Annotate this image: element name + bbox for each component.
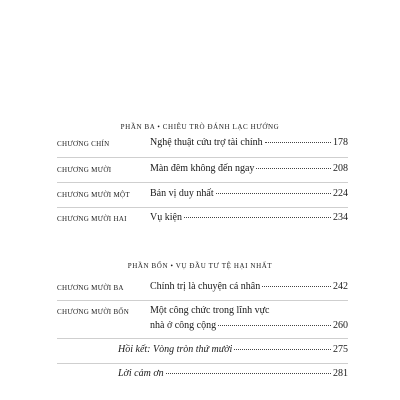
chapter-title-line2: nhà ở công cộng (150, 320, 217, 331)
acknowledgements-title-row (118, 368, 348, 379)
toc-entry[interactable] (0, 212, 400, 228)
chapter-title: Bản vị duy nhất (150, 188, 214, 199)
chapter-title-line1: Một công chức trong lĩnh vực (150, 305, 270, 316)
toc-entry[interactable] (0, 163, 400, 179)
dot-leader (184, 217, 331, 218)
chapter-title: Màn đêm không đến ngay (150, 163, 255, 174)
chapter-title-row (150, 281, 348, 292)
part-three-heading: PHẦN BA • CHIÊU TRÒ ĐÁNH LẠC HƯỚNG (120, 123, 280, 131)
chapter-title: Vụ kiện (150, 212, 182, 223)
chapter-label: CHƯƠNG MƯỜI BỐN (57, 308, 130, 316)
chapter-title-row (150, 320, 348, 331)
chapter-title-row (150, 137, 348, 148)
dot-leader (234, 349, 331, 350)
epilogue-title-row (118, 344, 348, 355)
dot-leader (218, 325, 331, 326)
divider (57, 207, 348, 208)
epilogue-title: Hồi kết: Vòng tròn thứ mười (118, 344, 233, 355)
divider (57, 338, 348, 339)
page-number: 242 (333, 281, 348, 292)
chapter-label: CHƯƠNG MƯỜI (57, 166, 112, 174)
divider (57, 157, 348, 158)
chapter-title-row (150, 163, 348, 174)
chapter-title-row (150, 188, 348, 199)
chapter-title: Chính trị là chuyện cá nhân (150, 281, 261, 292)
chapter-label: CHƯƠNG MƯỜI MỘT (57, 191, 130, 199)
part-four-heading: PHẦN BỐN • VỤ ĐẦU TƯ TỆ HẠI NHẤT (127, 262, 273, 270)
dot-leader (216, 193, 331, 194)
toc-entry-epilogue[interactable] (0, 344, 400, 360)
page-number: 208 (333, 163, 348, 174)
dot-leader (265, 142, 331, 143)
toc-entry[interactable] (0, 188, 400, 204)
page-number: 178 (333, 137, 348, 148)
dot-leader (262, 286, 331, 287)
chapter-title-row (150, 212, 348, 223)
divider (57, 363, 348, 364)
toc-entry[interactable] (0, 305, 400, 337)
acknowledgements-title: Lời cảm ơn (118, 368, 164, 379)
page-number: 281 (333, 368, 348, 379)
dot-leader (256, 168, 331, 169)
chapter-label: CHƯƠNG MƯỜI BA (57, 284, 124, 292)
divider (57, 182, 348, 183)
toc-entry-acknowledgements[interactable] (0, 368, 400, 384)
dot-leader (166, 373, 331, 374)
page-number: 224 (333, 188, 348, 199)
chapter-title: Nghệ thuật cứu trợ tài chính (150, 137, 263, 148)
toc-entry[interactable] (0, 137, 400, 153)
toc-entry[interactable] (0, 281, 400, 297)
chapter-label: CHƯƠNG CHÍN (57, 140, 110, 148)
divider (57, 300, 348, 301)
page-number: 275 (333, 344, 348, 355)
chapter-label: CHƯƠNG MƯỜI HAI (57, 215, 127, 223)
page-number: 260 (333, 320, 348, 331)
page-number: 234 (333, 212, 348, 223)
